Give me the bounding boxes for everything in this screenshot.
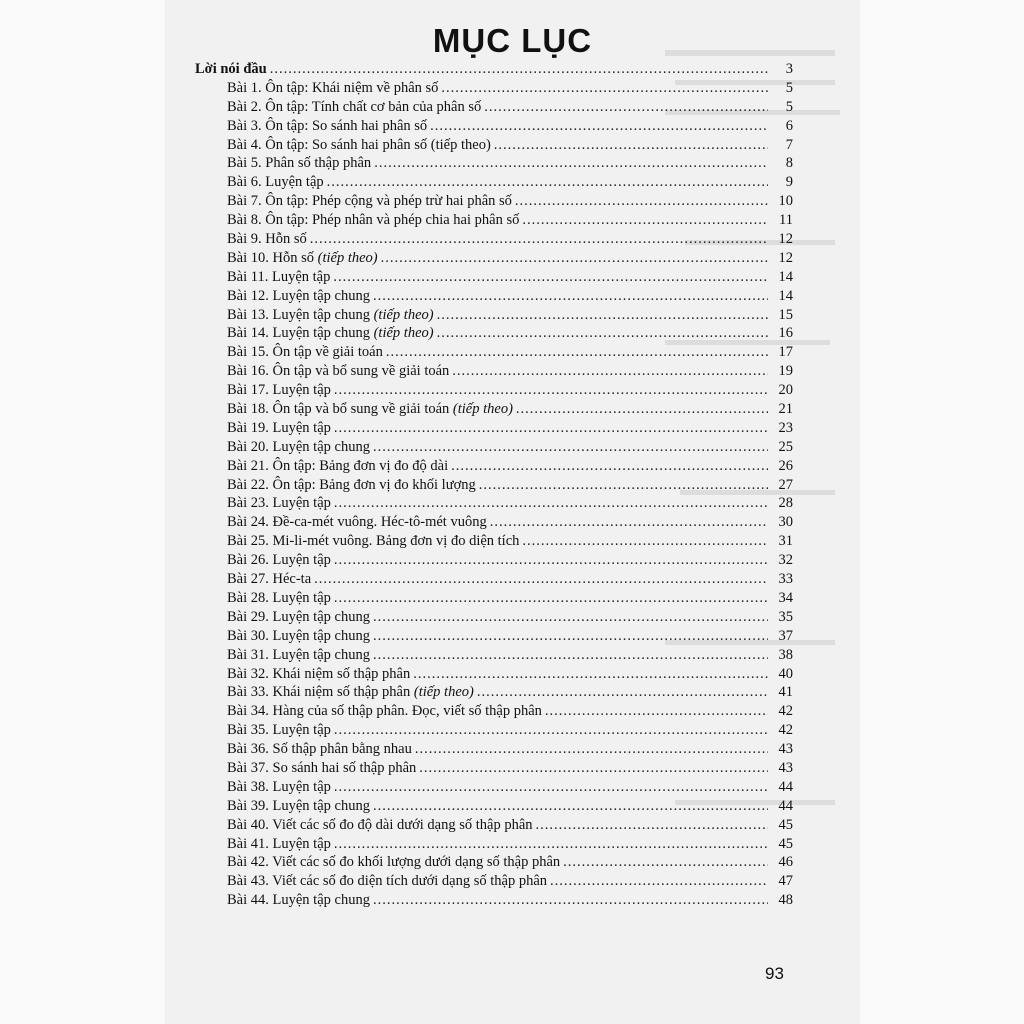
toc-entry-title: Bài 7. Ôn tập: Phép cộng và phép trừ hai phân số bbox=[227, 193, 512, 210]
dot-leader bbox=[270, 60, 768, 79]
toc-entry-title: Bài 28. Luyện tập bbox=[227, 589, 331, 606]
toc-entry-label bbox=[195, 268, 330, 287]
toc-row[interactable] bbox=[195, 400, 793, 419]
toc-entry-title: Bài 8. Ôn tập: Phép nhân và phép chia hai phân số bbox=[227, 212, 520, 229]
toc-entry-label bbox=[195, 136, 491, 155]
toc-entry-label bbox=[195, 797, 370, 816]
toc-entry-label bbox=[195, 438, 370, 457]
dot-leader bbox=[413, 665, 768, 684]
toc-row[interactable] bbox=[195, 230, 793, 249]
toc-entry-label bbox=[195, 570, 311, 589]
toc-row[interactable] bbox=[195, 627, 793, 646]
dot-leader bbox=[484, 98, 768, 117]
toc-entry-label bbox=[195, 117, 427, 136]
dot-leader bbox=[374, 154, 768, 173]
toc-page-number: 28 bbox=[778, 495, 793, 512]
toc-row[interactable] bbox=[195, 98, 793, 117]
dot-leader bbox=[477, 683, 768, 702]
toc-row[interactable] bbox=[195, 721, 793, 740]
toc-page-number: 43 bbox=[778, 741, 793, 758]
toc-row[interactable] bbox=[195, 287, 793, 306]
toc-page-number: 48 bbox=[778, 892, 793, 909]
dot-leader bbox=[419, 759, 768, 778]
toc-entry-label bbox=[195, 419, 331, 438]
dot-leader bbox=[494, 136, 768, 155]
dot-leader bbox=[373, 438, 768, 457]
toc-entry-title: Bài 31. Luyện tập chung bbox=[227, 646, 370, 663]
toc-row[interactable] bbox=[195, 665, 793, 684]
toc-row[interactable] bbox=[195, 173, 793, 192]
toc-page-number: 27 bbox=[778, 476, 793, 493]
toc-entry-continuation: (tiếp theo) bbox=[373, 306, 434, 323]
toc-page-number: 45 bbox=[778, 835, 793, 852]
dot-leader bbox=[479, 476, 768, 495]
toc-entry-title: Bài 1. Ôn tập: Khái niệm về phân số bbox=[227, 79, 439, 96]
toc-entry-title: Bài 13. Luyện tập chung bbox=[227, 306, 374, 323]
toc-page-number: 9 bbox=[785, 174, 793, 191]
toc-entry-title: Bài 16. Ôn tập và bổ sung về giải toán bbox=[227, 363, 450, 380]
toc-entry-title: Bài 39. Luyện tập chung bbox=[227, 797, 370, 814]
toc-page-number: 44 bbox=[778, 778, 793, 795]
toc-entry-label bbox=[195, 192, 512, 211]
toc-entry-title: Bài 41. Luyện tập bbox=[227, 835, 331, 852]
dot-leader bbox=[452, 362, 768, 381]
toc-row[interactable] bbox=[195, 268, 793, 287]
toc-entry-title: Bài 5. Phân số thập phân bbox=[227, 155, 372, 172]
toc-page-number: 14 bbox=[778, 287, 793, 304]
toc-row[interactable] bbox=[195, 872, 793, 891]
dot-leader bbox=[386, 343, 768, 362]
toc-entry-label bbox=[195, 400, 513, 419]
toc-page-number: 5 bbox=[785, 98, 793, 115]
toc-entry-label bbox=[195, 154, 371, 173]
toc-entry-continuation: (tiếp theo) bbox=[373, 325, 434, 342]
toc-row[interactable] bbox=[195, 192, 793, 211]
toc-page-number: 12 bbox=[778, 231, 793, 248]
dot-leader bbox=[373, 287, 768, 306]
toc-entry-label bbox=[195, 173, 324, 192]
dot-leader bbox=[327, 173, 768, 192]
toc-entry-label bbox=[195, 853, 560, 872]
toc-row[interactable] bbox=[195, 343, 793, 362]
toc-entry-title: Bài 17. Luyện tập bbox=[227, 382, 331, 399]
toc-row[interactable] bbox=[195, 494, 793, 513]
toc-row[interactable] bbox=[195, 816, 793, 835]
toc-page-number: 42 bbox=[778, 703, 793, 720]
toc-row[interactable] bbox=[195, 249, 793, 268]
toc-entry-title: Bài 23. Luyện tập bbox=[227, 495, 331, 512]
toc-page-number: 10 bbox=[778, 193, 793, 210]
toc-entry-label bbox=[195, 627, 370, 646]
dot-leader bbox=[451, 457, 768, 476]
toc-entry-label bbox=[195, 79, 438, 98]
toc-row[interactable] bbox=[195, 551, 793, 570]
toc-entry-label bbox=[195, 343, 383, 362]
toc-entry-title: Bài 29. Luyện tập chung bbox=[227, 608, 370, 625]
toc-entry-title: Bài 42. Viết các số đo khối lượng dưới dạng số thập phân bbox=[227, 854, 561, 871]
toc-page-number: 30 bbox=[778, 514, 793, 531]
toc-row[interactable] bbox=[195, 797, 793, 816]
toc-row[interactable] bbox=[195, 438, 793, 457]
toc-entry-title: Bài 18. Ôn tập và bổ sung về giải toán bbox=[227, 401, 453, 418]
toc-page-number: 45 bbox=[778, 816, 793, 833]
dot-leader bbox=[441, 79, 768, 98]
toc-row[interactable] bbox=[195, 853, 793, 872]
dot-leader bbox=[334, 778, 768, 797]
toc-entry-continuation: (tiếp theo) bbox=[413, 684, 474, 701]
toc-row[interactable] bbox=[195, 154, 793, 173]
toc-row[interactable] bbox=[195, 759, 793, 778]
dot-leader bbox=[334, 381, 768, 400]
toc-entry-title: Bài 33. Khái niệm số thập phân bbox=[227, 684, 414, 701]
toc-row[interactable] bbox=[195, 211, 793, 230]
toc-row[interactable] bbox=[195, 589, 793, 608]
toc-entry-title: Bài 22. Ôn tập: Bảng đơn vị đo khối lượng bbox=[227, 476, 476, 493]
toc-entry-label bbox=[195, 608, 370, 627]
toc-entry-label bbox=[195, 457, 448, 476]
toc-entry-label bbox=[195, 665, 410, 684]
toc-entry-label bbox=[195, 324, 434, 343]
toc-entry-title: Bài 30. Luyện tập chung bbox=[227, 627, 370, 644]
toc-row[interactable] bbox=[195, 79, 793, 98]
toc-page-number: 23 bbox=[778, 419, 793, 436]
toc-entry-label bbox=[195, 287, 370, 306]
page-number: 93 bbox=[765, 964, 784, 983]
dot-leader bbox=[373, 646, 768, 665]
toc-entry-title: Bài 14. Luyện tập chung bbox=[227, 325, 374, 342]
toc-entry-label bbox=[195, 702, 542, 721]
toc-entry-title: Bài 25. Mi-li-mét vuông. Bảng đơn vị đo diện tích bbox=[227, 533, 520, 550]
table-of-contents bbox=[195, 60, 793, 910]
dot-leader bbox=[415, 740, 768, 759]
toc-page-number: 11 bbox=[779, 212, 793, 229]
dot-leader bbox=[334, 835, 768, 854]
toc-entry-label bbox=[195, 589, 331, 608]
book-page bbox=[165, 0, 860, 1024]
toc-page-number: 33 bbox=[778, 571, 793, 588]
toc-page-number: 38 bbox=[778, 646, 793, 663]
toc-entry-label bbox=[195, 476, 476, 495]
toc-page-number: 37 bbox=[778, 627, 793, 644]
toc-entry-title: Bài 35. Luyện tập bbox=[227, 722, 331, 739]
toc-page-number: 7 bbox=[785, 136, 793, 153]
toc-entry-label bbox=[195, 778, 331, 797]
toc-page-number: 17 bbox=[778, 344, 793, 361]
toc-entry-label bbox=[195, 891, 370, 910]
toc-entry-title: Bài 21. Ôn tập: Bảng đơn vị đo độ dài bbox=[227, 457, 449, 474]
toc-entry-label bbox=[195, 362, 449, 381]
toc-entry-label: Lời nói đầu bbox=[195, 61, 267, 77]
dot-leader bbox=[516, 400, 768, 419]
toc-row[interactable] bbox=[195, 608, 793, 627]
toc-page-number: 20 bbox=[778, 382, 793, 399]
toc-entry-label bbox=[195, 646, 370, 665]
toc-entry-title: Bài 11. Luyện tập bbox=[227, 268, 331, 285]
dot-leader bbox=[490, 513, 768, 532]
toc-row[interactable] bbox=[195, 136, 793, 155]
toc-entry-title: Bài 19. Luyện tập bbox=[227, 419, 331, 436]
toc-entry-title: Bài 36. Số thập phân bằng nhau bbox=[227, 741, 412, 758]
toc-entry-label bbox=[195, 816, 533, 835]
toc-page-number: 26 bbox=[778, 457, 793, 474]
toc-page-number: 12 bbox=[778, 249, 793, 266]
dot-leader bbox=[373, 627, 768, 646]
toc-page-number: 46 bbox=[778, 854, 793, 871]
toc-entry-title: Bài 4. Ôn tập: So sánh hai phân số (tiếp theo) bbox=[227, 136, 491, 153]
toc-entry-title: Bài 32. Khái niệm số thập phân bbox=[227, 665, 411, 682]
toc-page-number: 21 bbox=[778, 401, 793, 418]
toc-entry-label bbox=[195, 683, 474, 702]
background-left bbox=[0, 0, 165, 1024]
toc-page-number: 8 bbox=[785, 155, 793, 172]
toc-page-number: 25 bbox=[778, 438, 793, 455]
toc-entry-label bbox=[195, 211, 519, 230]
toc-page-number: 34 bbox=[778, 589, 793, 606]
dot-leader bbox=[334, 419, 768, 438]
dot-leader bbox=[334, 551, 768, 570]
toc-entry-title: Bài 26. Luyện tập bbox=[227, 552, 331, 569]
toc-row[interactable] bbox=[195, 570, 793, 589]
toc-page-number: 47 bbox=[778, 873, 793, 890]
toc-entry-title: Bài 3. Ôn tập: So sánh hai phân số bbox=[227, 117, 428, 134]
toc-page-number: 31 bbox=[778, 533, 793, 550]
toc-row[interactable] bbox=[195, 381, 793, 400]
toc-entry-label bbox=[195, 551, 331, 570]
toc-entry-title: Bài 24. Đề-ca-mét vuông. Héc-tô-mét vuông bbox=[227, 514, 487, 531]
dot-leader bbox=[381, 249, 768, 268]
toc-entry-label bbox=[195, 532, 519, 551]
toc-entry-title: Bài 10. Hỗn số bbox=[227, 249, 318, 266]
toc-page-number: 43 bbox=[778, 759, 793, 776]
toc-page-number: 15 bbox=[778, 306, 793, 323]
toc-entry-label bbox=[195, 740, 412, 759]
toc-row[interactable] bbox=[195, 740, 793, 759]
toc-page-number: 44 bbox=[778, 797, 793, 814]
toc-entry-title: Bài 43. Viết các số đo diện tích dưới dạng số thập phân bbox=[227, 873, 548, 890]
dot-leader bbox=[522, 211, 768, 230]
dot-leader bbox=[334, 721, 768, 740]
toc-page-number: 35 bbox=[778, 608, 793, 625]
toc-entry-label bbox=[195, 381, 331, 400]
toc-entry-title: Bài 37. So sánh hai số thập phân bbox=[227, 759, 417, 776]
toc-entry-title: Bài 44. Luyện tập chung bbox=[227, 892, 370, 909]
page-title: MỤC LỤC bbox=[432, 22, 593, 59]
toc-entry-label bbox=[195, 230, 307, 249]
dot-leader bbox=[373, 797, 768, 816]
dot-leader bbox=[373, 608, 768, 627]
toc-entry-label bbox=[195, 835, 331, 854]
toc-entry-title: Bài 6. Luyện tập bbox=[227, 174, 324, 191]
toc-row[interactable] bbox=[195, 476, 793, 495]
toc-row[interactable] bbox=[195, 324, 793, 343]
toc-page-number: 5 bbox=[785, 79, 793, 96]
dot-leader bbox=[550, 872, 768, 891]
toc-page-number: 14 bbox=[778, 268, 793, 285]
toc-page-number: 41 bbox=[778, 684, 793, 701]
toc-entry-title: Bài 2. Ôn tập: Tính chất cơ bản của phân số bbox=[227, 98, 482, 115]
toc-entry-title: Bài 34. Hàng của số thập phân. Đọc, viết số thập phân bbox=[227, 703, 542, 720]
dot-leader bbox=[430, 117, 768, 136]
toc-page-number: 6 bbox=[785, 117, 793, 134]
toc-entry-label bbox=[195, 98, 481, 117]
toc-row[interactable] bbox=[195, 117, 793, 136]
dot-leader bbox=[437, 324, 768, 343]
dot-leader bbox=[522, 532, 768, 551]
toc-entry-label bbox=[195, 249, 378, 268]
toc-page-number: 40 bbox=[778, 665, 793, 682]
toc-entry-title: Bài 27. Héc-ta bbox=[227, 571, 312, 588]
toc-entry-label bbox=[195, 494, 331, 513]
background-right bbox=[860, 0, 1024, 1024]
toc-entry-continuation: (tiếp theo) bbox=[317, 249, 378, 266]
dot-leader bbox=[333, 268, 768, 287]
dot-leader bbox=[536, 816, 768, 835]
dot-leader bbox=[515, 192, 768, 211]
toc-page-number: 32 bbox=[778, 552, 793, 569]
toc-row[interactable] bbox=[195, 513, 793, 532]
toc-entry-label bbox=[195, 513, 487, 532]
dot-leader bbox=[314, 570, 768, 589]
toc-entry-title: Bài 12. Luyện tập chung bbox=[227, 287, 370, 304]
toc-page-number: 42 bbox=[778, 722, 793, 739]
toc-page-number: 3 bbox=[785, 61, 793, 77]
toc-entry-title: Bài 40. Viết các số đo độ dài dưới dạng số thập phân bbox=[227, 816, 533, 833]
toc-row[interactable] bbox=[195, 778, 793, 797]
toc-row[interactable] bbox=[195, 457, 793, 476]
toc-row[interactable] bbox=[195, 362, 793, 381]
dot-leader bbox=[437, 306, 768, 325]
dot-leader bbox=[310, 230, 768, 249]
toc-entry-title: Bài 20. Luyện tập chung bbox=[227, 438, 370, 455]
toc-page-number: 16 bbox=[778, 325, 793, 342]
toc-row[interactable] bbox=[195, 419, 793, 438]
toc-entry-continuation: (tiếp theo) bbox=[452, 401, 513, 418]
dot-leader bbox=[373, 891, 768, 910]
toc-page-number: 19 bbox=[778, 363, 793, 380]
toc-entry-label bbox=[195, 759, 416, 778]
toc-row[interactable] bbox=[195, 646, 793, 665]
toc-row[interactable] bbox=[195, 306, 793, 325]
dot-leader bbox=[563, 853, 768, 872]
toc-entry-title: Bài 9. Hỗn số bbox=[227, 231, 307, 248]
toc-row[interactable] bbox=[195, 835, 793, 854]
toc-entry-title: Bài 38. Luyện tập bbox=[227, 778, 331, 795]
toc-row[interactable] bbox=[195, 702, 793, 721]
dot-leader bbox=[545, 702, 768, 721]
toc-entry-title: Bài 15. Ôn tập về giải toán bbox=[227, 344, 383, 361]
toc-row[interactable] bbox=[195, 532, 793, 551]
toc-entry-label bbox=[195, 721, 331, 740]
dot-leader bbox=[334, 494, 768, 513]
toc-row[interactable] bbox=[195, 891, 793, 910]
toc-row[interactable] bbox=[195, 683, 793, 702]
toc-entry-label bbox=[195, 306, 434, 325]
toc-row-preface[interactable] bbox=[195, 60, 793, 79]
toc-entry-label bbox=[195, 872, 547, 891]
dot-leader bbox=[334, 589, 768, 608]
